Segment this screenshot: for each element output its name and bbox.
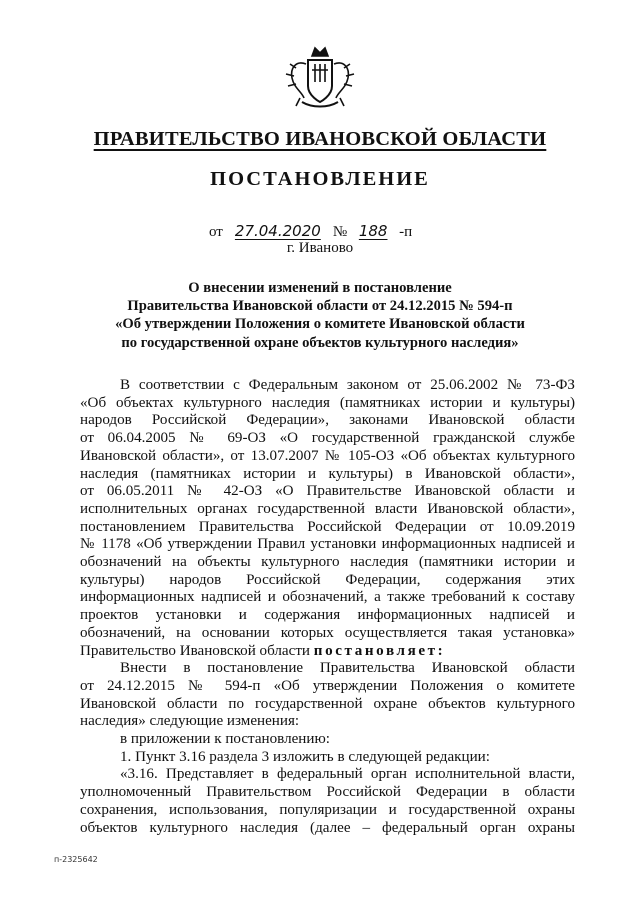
- body-line: народов Российской Федерации», законами Ивановской области: [80, 412, 575, 429]
- date-line: [209, 222, 412, 241]
- document-body: [80, 377, 575, 837]
- resolve-line: [80, 643, 575, 661]
- body-line: «3.16. Представляет в федеральный орган исполнительной власти,: [120, 766, 575, 783]
- body-line: обозначений, на основании которых осуществляется такая установка»: [80, 624, 575, 641]
- body-line: культуры) народов Российской Федерации, содержания этих: [80, 571, 575, 588]
- heading-line: О внесении изменений в постановление: [188, 280, 452, 296]
- handwritten-date: 27.04.2020: [234, 222, 321, 240]
- body-line: наследия (памятниках истории и культуры) в Ивановской области»,: [80, 465, 575, 482]
- body-line: сохранения, использования, популяризации и государственной охраны: [80, 801, 575, 818]
- resolve-word: постановляет:: [313, 642, 446, 659]
- resolve-prefix: Правительство Ивановской области: [80, 642, 311, 659]
- number-suffix: -п: [399, 224, 413, 240]
- body-line: В соответствии с Федеральным законом от 25.06.2002 № 73-ФЗ: [120, 377, 575, 393]
- body-line: обозначений на объекты культурного наследия (памятники истории и: [80, 554, 575, 571]
- document-code: п-2325642: [54, 855, 98, 864]
- number-sign: №: [332, 224, 348, 240]
- body-line: информационных надписей и обозначений, а также требований к составу: [80, 589, 575, 606]
- body-line: в приложении к постановлению:: [120, 731, 330, 748]
- heading-line: Правительства Ивановской области от 24.12.2015 № 594-п: [127, 298, 513, 315]
- body-line: 1. Пункт 3.16 раздела 3 изложить в следующей редакции:: [120, 748, 490, 765]
- body-line: от 06.04.2005 № 69-ОЗ «О государственной гражданской службе: [80, 430, 575, 447]
- document-heading: [80, 279, 560, 352]
- body-line: проектов установки и содержания информационных надписей и: [80, 607, 575, 624]
- document-type: ПОСТАНОВЛЕНИЕ: [210, 168, 430, 190]
- body-line: Ивановской области по государственной охране объектов культурного: [80, 695, 575, 712]
- body-line: объектов культурного наследия (далее – федеральный орган охраны: [80, 819, 575, 836]
- body-line: постановлением Правительства Российской Федерации от 10.09.2019: [80, 518, 575, 535]
- government-title: ПРАВИТЕЛЬСТВО ИВАНОВСКОЙ ОБЛАСТИ: [93, 128, 547, 150]
- handwritten-number: 188: [358, 222, 388, 240]
- heading-line: «Об утверждении Положения о комитете Ивановской области: [115, 316, 525, 333]
- body-line: № 1178 «Об утверждении Правил установки информационных надписей и: [80, 536, 575, 553]
- body-line: Ивановской области», от 13.07.2007 № 105-ОЗ «Об объектах культурного: [80, 447, 575, 464]
- body-line: Внести в постановление Правительства Ивановской области: [120, 660, 575, 677]
- body-line: от 06.05.2011 № 42-ОЗ «О Правительстве Ивановской области и: [80, 483, 575, 500]
- city: г. Иваново: [286, 240, 354, 256]
- date-prefix: от: [209, 224, 223, 240]
- body-line: «Об объектах культурного наследия (памятниках истории и культуры): [80, 394, 575, 411]
- body-line: уполномоченный Правительством Российской Федерации в области: [80, 784, 575, 801]
- body-line: исполнительных органах государственной власти Ивановской области»,: [80, 500, 575, 517]
- coat-of-arms-icon: [282, 42, 358, 112]
- body-line: наследия» следующие изменения:: [80, 713, 300, 730]
- heading-line: по государственной охране объектов культурного наследия»: [121, 334, 519, 351]
- body-line: от 24.12.2015 № 594-п «Об утверждении Положения о комитете: [80, 677, 575, 694]
